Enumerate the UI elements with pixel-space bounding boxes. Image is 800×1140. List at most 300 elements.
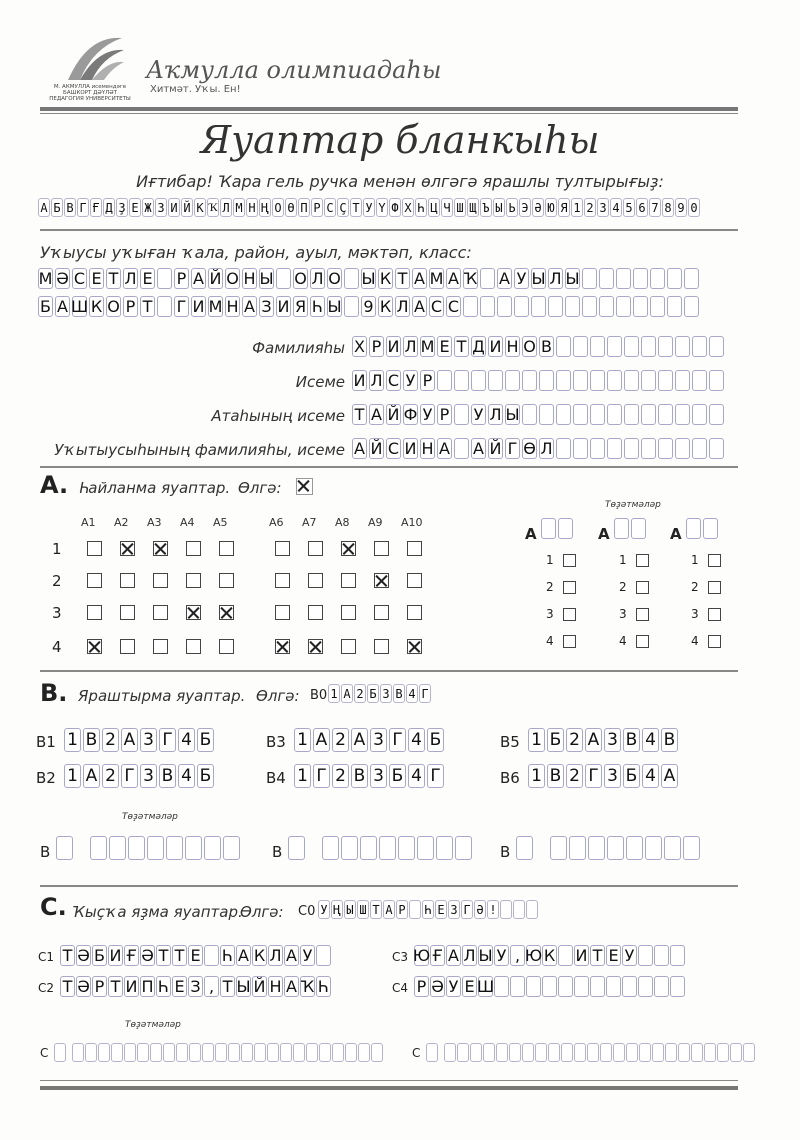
letter-cell[interactable]: Е bbox=[89, 268, 104, 289]
letter-cell[interactable] bbox=[658, 438, 673, 459]
letter-cell[interactable]: А bbox=[585, 728, 602, 752]
answer-checkbox[interactable] bbox=[374, 541, 389, 556]
letter-cell[interactable]: Ы bbox=[505, 405, 520, 424]
letter-cell[interactable] bbox=[675, 438, 690, 459]
correction-cell[interactable] bbox=[569, 836, 586, 860]
letter-cell[interactable]: 2 bbox=[102, 764, 119, 788]
correction-cell[interactable] bbox=[241, 1043, 253, 1062]
letter-cell[interactable]: 2 bbox=[332, 728, 349, 752]
answer-checkbox-marked[interactable] bbox=[153, 541, 168, 556]
answer-checkbox[interactable] bbox=[341, 573, 356, 588]
correction-cell[interactable] bbox=[341, 836, 358, 860]
correction-cell[interactable] bbox=[704, 1043, 716, 1062]
letter-cell[interactable]: 3 bbox=[370, 764, 387, 788]
letter-cell[interactable]: 3 bbox=[140, 728, 157, 752]
letter-cell[interactable]: Ы bbox=[236, 977, 251, 996]
letter-cell[interactable]: 1 bbox=[294, 764, 311, 788]
correction-cell[interactable] bbox=[678, 1043, 690, 1062]
correction-cell[interactable] bbox=[548, 1043, 560, 1062]
letter-cell[interactable] bbox=[607, 336, 622, 357]
letter-cell[interactable] bbox=[590, 370, 605, 391]
letter-cell[interactable]: 4 bbox=[178, 728, 195, 752]
letter-cell[interactable] bbox=[344, 296, 359, 317]
correction-cell[interactable] bbox=[185, 836, 202, 860]
letter-cell[interactable] bbox=[607, 404, 622, 425]
letter-cell[interactable]: У bbox=[514, 268, 529, 289]
answer-checkbox[interactable] bbox=[153, 639, 168, 654]
answer-checkbox[interactable] bbox=[341, 639, 356, 654]
letter-cell[interactable]: А bbox=[284, 976, 299, 997]
letter-cell[interactable]: К bbox=[253, 946, 266, 965]
answer-checkbox[interactable] bbox=[219, 541, 234, 556]
letter-cell[interactable]: Һ bbox=[156, 976, 171, 997]
letter-cell[interactable]: 1 bbox=[294, 728, 311, 752]
letter-cell[interactable] bbox=[658, 336, 673, 357]
letter-cell[interactable] bbox=[675, 336, 690, 357]
correction-cell[interactable] bbox=[455, 836, 472, 860]
letter-cell[interactable]: А bbox=[369, 404, 384, 425]
letter-cell[interactable]: В bbox=[547, 764, 564, 788]
teacher-field[interactable] bbox=[352, 438, 724, 459]
letter-cell[interactable]: Ғ bbox=[124, 945, 139, 966]
letter-cell[interactable] bbox=[573, 370, 588, 391]
letter-cell[interactable] bbox=[582, 268, 597, 289]
letter-cell[interactable]: Р bbox=[92, 976, 107, 997]
answer-checkbox-marked[interactable] bbox=[407, 639, 422, 654]
name-field[interactable] bbox=[352, 370, 724, 391]
answer-checkbox[interactable] bbox=[153, 605, 168, 620]
letter-cell[interactable]: С bbox=[447, 297, 460, 316]
letter-cell[interactable]: И bbox=[575, 946, 588, 965]
answer-cells[interactable] bbox=[294, 764, 444, 788]
correction-cell[interactable] bbox=[371, 1043, 383, 1062]
letter-cell[interactable]: В bbox=[159, 764, 176, 788]
surname-field[interactable] bbox=[352, 336, 724, 357]
answer-cells[interactable] bbox=[64, 764, 214, 788]
correction-cell[interactable] bbox=[204, 836, 221, 860]
letter-cell[interactable]: Н bbox=[243, 269, 256, 288]
letter-cell[interactable] bbox=[204, 945, 219, 966]
letter-cell[interactable]: У bbox=[446, 976, 461, 997]
letter-cell[interactable]: Т bbox=[172, 945, 187, 966]
correction-cell[interactable] bbox=[254, 1043, 266, 1062]
answer-checkbox[interactable] bbox=[153, 573, 168, 588]
letter-cell[interactable] bbox=[709, 438, 724, 459]
letter-cell[interactable] bbox=[650, 268, 665, 289]
answer-checkbox[interactable] bbox=[186, 573, 201, 588]
letter-cell[interactable] bbox=[692, 336, 707, 357]
correction-checkbox[interactable] bbox=[708, 635, 721, 648]
correction-cell[interactable] bbox=[150, 1043, 162, 1062]
answer-checkbox[interactable] bbox=[219, 639, 234, 654]
letter-cell[interactable] bbox=[542, 976, 557, 997]
answer-checkbox[interactable] bbox=[120, 639, 135, 654]
correction-cell[interactable] bbox=[631, 518, 646, 539]
letter-cell[interactable]: А bbox=[352, 438, 367, 459]
letter-cell[interactable]: Т bbox=[60, 976, 75, 997]
correction-cell[interactable] bbox=[202, 1043, 214, 1062]
letter-cell[interactable] bbox=[684, 268, 699, 289]
letter-cell[interactable] bbox=[344, 268, 359, 289]
letter-cell[interactable]: Х bbox=[352, 336, 367, 357]
letter-cell[interactable]: Б bbox=[389, 764, 406, 788]
letter-cell[interactable]: 1 bbox=[528, 728, 545, 752]
letter-cell[interactable] bbox=[624, 336, 639, 357]
letter-cell[interactable] bbox=[675, 370, 690, 391]
letter-cell[interactable] bbox=[505, 370, 520, 391]
letter-cell[interactable]: Б bbox=[197, 728, 214, 752]
letter-cell[interactable]: А bbox=[412, 296, 427, 317]
correction-cell[interactable] bbox=[54, 1043, 66, 1062]
letter-cell[interactable]: Ә bbox=[141, 946, 154, 965]
letter-cell[interactable] bbox=[606, 976, 621, 997]
letter-cell[interactable]: К bbox=[379, 269, 392, 288]
correction-cells[interactable] bbox=[541, 518, 573, 539]
letter-cell[interactable]: Г bbox=[585, 764, 602, 788]
correction-cell[interactable] bbox=[228, 1043, 240, 1062]
correction-cell[interactable] bbox=[587, 1043, 599, 1062]
letter-cell[interactable]: Д bbox=[472, 337, 485, 356]
letter-cell[interactable]: В bbox=[539, 336, 554, 357]
letter-cell[interactable]: Т bbox=[352, 404, 367, 425]
letter-cell[interactable] bbox=[692, 438, 707, 459]
letter-cell[interactable]: Л bbox=[269, 946, 282, 965]
answer-checkbox[interactable] bbox=[308, 605, 323, 620]
letter-cell[interactable]: 2 bbox=[102, 728, 119, 752]
letter-cell[interactable]: А bbox=[55, 296, 70, 317]
letter-cell[interactable] bbox=[667, 296, 682, 317]
letter-cell[interactable]: А bbox=[412, 268, 427, 289]
answer-cells[interactable] bbox=[60, 976, 331, 997]
letter-cell[interactable] bbox=[565, 296, 580, 317]
letter-cell[interactable]: 4 bbox=[642, 764, 659, 788]
letter-cell[interactable]: Л bbox=[311, 269, 324, 288]
letter-cell[interactable]: А bbox=[236, 945, 251, 966]
correction-cells[interactable] bbox=[550, 836, 700, 860]
letter-cell[interactable]: Г bbox=[313, 764, 330, 788]
letter-cell[interactable]: 3 bbox=[604, 764, 621, 788]
correction-cell[interactable] bbox=[558, 518, 573, 539]
letter-cell[interactable] bbox=[709, 404, 724, 425]
letter-cell[interactable]: М bbox=[420, 337, 435, 356]
correction-cell[interactable] bbox=[90, 836, 107, 860]
letter-cell[interactable]: Һ bbox=[316, 976, 331, 997]
letter-cell[interactable]: Ә bbox=[77, 946, 90, 965]
letter-cell[interactable]: Т bbox=[220, 976, 235, 997]
correction-cells[interactable] bbox=[72, 1043, 383, 1062]
letter-cell[interactable] bbox=[616, 296, 631, 317]
correction-cell[interactable] bbox=[267, 1043, 279, 1062]
correction-cell[interactable] bbox=[509, 1043, 521, 1062]
correction-cells[interactable] bbox=[686, 518, 718, 539]
letter-cell[interactable]: А bbox=[497, 268, 512, 289]
letter-cell[interactable]: У bbox=[300, 945, 315, 966]
letter-cell[interactable]: О bbox=[294, 269, 307, 288]
correction-cell[interactable] bbox=[176, 1043, 188, 1062]
letter-cell[interactable]: 3 bbox=[370, 728, 387, 752]
answer-checkbox[interactable] bbox=[186, 639, 201, 654]
letter-cell[interactable]: Т bbox=[454, 336, 469, 357]
letter-cell[interactable]: Ы bbox=[565, 269, 580, 288]
correction-cell[interactable] bbox=[717, 1043, 729, 1062]
correction-cell[interactable] bbox=[626, 836, 643, 860]
letter-cell[interactable]: Ы bbox=[531, 269, 546, 288]
letter-cell[interactable]: Г bbox=[505, 438, 520, 459]
letter-cell[interactable] bbox=[670, 976, 685, 997]
correction-checkbox[interactable] bbox=[708, 554, 721, 567]
letter-cell[interactable] bbox=[692, 404, 707, 425]
correction-checkbox[interactable] bbox=[636, 608, 649, 621]
letter-cell[interactable]: З bbox=[188, 976, 203, 997]
letter-cell[interactable]: 2 bbox=[566, 728, 583, 752]
letter-cell[interactable]: Ы bbox=[327, 297, 342, 316]
letter-cell[interactable] bbox=[590, 438, 605, 459]
letter-cell[interactable]: Р bbox=[174, 268, 189, 289]
letter-cell[interactable]: И bbox=[353, 371, 366, 390]
letter-cell[interactable] bbox=[454, 404, 469, 425]
letter-cell[interactable]: Т bbox=[156, 945, 171, 966]
letter-cell[interactable]: Б bbox=[547, 728, 564, 752]
letter-cell[interactable]: 9 bbox=[361, 296, 376, 317]
answer-checkbox[interactable] bbox=[407, 541, 422, 556]
letter-cell[interactable] bbox=[624, 370, 639, 391]
letter-cell[interactable]: , bbox=[204, 976, 219, 997]
letter-cell[interactable]: А bbox=[351, 728, 368, 752]
correction-cell[interactable] bbox=[98, 1043, 110, 1062]
letter-cell[interactable] bbox=[582, 296, 597, 317]
letter-cell[interactable]: А bbox=[191, 268, 206, 289]
correction-cell[interactable] bbox=[457, 1043, 469, 1062]
correction-cell[interactable] bbox=[379, 836, 396, 860]
letter-cell[interactable]: А bbox=[121, 728, 138, 752]
letter-cell[interactable] bbox=[633, 268, 648, 289]
letter-cell[interactable]: Б bbox=[197, 764, 214, 788]
letter-cell[interactable]: Е bbox=[140, 268, 155, 289]
correction-cell[interactable] bbox=[360, 836, 377, 860]
letter-cell[interactable] bbox=[548, 296, 563, 317]
letter-cell[interactable]: Ө bbox=[523, 439, 536, 458]
letter-cell[interactable] bbox=[480, 268, 495, 289]
correction-cell[interactable] bbox=[588, 836, 605, 860]
letter-cell[interactable] bbox=[633, 296, 648, 317]
letter-cell[interactable]: Л bbox=[396, 297, 409, 316]
correction-cell[interactable] bbox=[683, 836, 700, 860]
correction-cell[interactable] bbox=[483, 1043, 495, 1062]
correction-cell[interactable] bbox=[72, 1043, 84, 1062]
correction-cell[interactable] bbox=[398, 836, 415, 860]
correction-cell[interactable] bbox=[703, 518, 718, 539]
correction-cell[interactable] bbox=[306, 1043, 318, 1062]
letter-cell[interactable]: А bbox=[313, 728, 330, 752]
answer-cells[interactable] bbox=[414, 945, 685, 966]
letter-cell[interactable]: Т bbox=[395, 268, 410, 289]
correction-cell[interactable] bbox=[163, 1043, 175, 1062]
letter-cell[interactable]: Б bbox=[427, 728, 444, 752]
correction-checkbox[interactable] bbox=[563, 581, 576, 594]
correction-checkbox[interactable] bbox=[708, 608, 721, 621]
letter-cell[interactable] bbox=[526, 976, 541, 997]
correction-cells[interactable] bbox=[90, 836, 240, 860]
correction-cell[interactable] bbox=[665, 1043, 677, 1062]
letter-cell[interactable]: О bbox=[328, 269, 341, 288]
letter-cell[interactable]: К bbox=[90, 297, 103, 316]
correction-cell[interactable] bbox=[147, 836, 164, 860]
letter-cell[interactable] bbox=[658, 404, 673, 425]
letter-cell[interactable]: Е bbox=[606, 945, 621, 966]
letter-cell[interactable]: Й bbox=[253, 977, 266, 996]
letter-cell[interactable]: С bbox=[387, 371, 400, 390]
correction-cell[interactable] bbox=[496, 1043, 508, 1062]
correction-cells[interactable] bbox=[288, 836, 305, 860]
letter-cell[interactable] bbox=[667, 268, 682, 289]
answer-cells[interactable] bbox=[64, 728, 214, 752]
letter-cell[interactable]: 1 bbox=[64, 728, 81, 752]
correction-cell[interactable] bbox=[85, 1043, 97, 1062]
answer-checkbox[interactable] bbox=[275, 573, 290, 588]
letter-cell[interactable]: Й bbox=[370, 439, 383, 458]
correction-checkbox[interactable] bbox=[636, 581, 649, 594]
letter-cell[interactable]: А bbox=[242, 296, 257, 317]
letter-cell[interactable] bbox=[573, 438, 588, 459]
letter-cell[interactable]: А bbox=[446, 945, 461, 966]
correction-cell[interactable] bbox=[686, 518, 701, 539]
letter-cell[interactable]: Н bbox=[421, 439, 434, 458]
letter-cell[interactable]: 2 bbox=[566, 764, 583, 788]
letter-cell[interactable] bbox=[556, 438, 571, 459]
correction-cell[interactable] bbox=[166, 836, 183, 860]
letter-cell[interactable]: У bbox=[471, 404, 486, 425]
correction-checkbox[interactable] bbox=[563, 554, 576, 567]
correction-cell[interactable] bbox=[56, 836, 73, 860]
correction-cell[interactable] bbox=[730, 1043, 742, 1062]
correction-cell[interactable] bbox=[600, 1043, 612, 1062]
letter-cell[interactable]: О bbox=[523, 337, 536, 356]
letter-cell[interactable]: Р bbox=[123, 296, 138, 317]
letter-cell[interactable]: Ә bbox=[431, 977, 444, 996]
answer-checkbox-marked[interactable] bbox=[87, 639, 102, 654]
correction-cell[interactable] bbox=[189, 1043, 201, 1062]
letter-cell[interactable]: Б bbox=[623, 764, 640, 788]
correction-cell[interactable] bbox=[322, 836, 339, 860]
letter-cell[interactable] bbox=[641, 438, 656, 459]
letter-cell[interactable] bbox=[650, 296, 665, 317]
letter-cell[interactable] bbox=[641, 336, 656, 357]
letter-cell[interactable]: А bbox=[446, 268, 461, 289]
correction-cells[interactable] bbox=[322, 836, 472, 860]
letter-cell[interactable]: Р bbox=[420, 370, 435, 391]
correction-cell[interactable] bbox=[436, 836, 453, 860]
letter-cell[interactable] bbox=[599, 296, 614, 317]
correction-cell[interactable] bbox=[417, 836, 434, 860]
letter-cell[interactable] bbox=[497, 296, 512, 317]
letter-cell[interactable]: Н bbox=[269, 977, 282, 996]
letter-cell[interactable]: Т bbox=[140, 296, 155, 317]
letter-cell[interactable] bbox=[157, 268, 172, 289]
answer-checkbox[interactable] bbox=[374, 605, 389, 620]
letter-cell[interactable]: И bbox=[277, 297, 290, 316]
letter-cell[interactable]: Е bbox=[462, 976, 477, 997]
letter-cell[interactable]: Ы bbox=[361, 269, 376, 288]
correction-cell[interactable] bbox=[137, 1043, 149, 1062]
correction-cell[interactable] bbox=[280, 1043, 292, 1062]
answer-checkbox[interactable] bbox=[308, 573, 323, 588]
letter-cell[interactable] bbox=[556, 336, 571, 357]
correction-cells[interactable] bbox=[614, 518, 646, 539]
letter-cell[interactable]: Ш bbox=[476, 977, 495, 996]
letter-cell[interactable]: Й bbox=[489, 439, 502, 458]
correction-cell[interactable] bbox=[561, 1043, 573, 1062]
answer-checkbox[interactable] bbox=[341, 605, 356, 620]
correction-cell[interactable] bbox=[111, 1043, 123, 1062]
answer-checkbox[interactable] bbox=[374, 639, 389, 654]
letter-cell[interactable] bbox=[590, 404, 605, 425]
letter-cell[interactable]: Ғ bbox=[430, 945, 445, 966]
letter-cell[interactable]: 3 bbox=[604, 728, 621, 752]
letter-cell[interactable]: Ә bbox=[77, 977, 90, 996]
letter-cell[interactable]: И bbox=[192, 297, 205, 316]
letter-cell[interactable] bbox=[641, 370, 656, 391]
letter-cell[interactable]: Г bbox=[159, 728, 176, 752]
letter-cell[interactable]: А bbox=[437, 438, 452, 459]
letter-cell[interactable]: 3 bbox=[140, 764, 157, 788]
letter-cell[interactable]: К bbox=[543, 946, 556, 965]
correction-cell[interactable] bbox=[607, 836, 624, 860]
letter-cell[interactable] bbox=[638, 976, 653, 997]
letter-cell[interactable] bbox=[539, 404, 554, 425]
letter-cell[interactable]: Л bbox=[463, 946, 476, 965]
answer-checkbox[interactable] bbox=[87, 605, 102, 620]
letter-cell[interactable]: С bbox=[73, 269, 86, 288]
letter-cell[interactable]: Ю bbox=[412, 946, 431, 965]
letter-cell[interactable]: 4 bbox=[408, 764, 425, 788]
letter-cell[interactable]: , bbox=[510, 945, 525, 966]
letter-cell[interactable] bbox=[641, 404, 656, 425]
letter-cell[interactable] bbox=[539, 370, 554, 391]
correction-checkbox[interactable] bbox=[636, 554, 649, 567]
letter-cell[interactable]: А bbox=[83, 764, 100, 788]
letter-cell[interactable]: 4 bbox=[642, 728, 659, 752]
letter-cell[interactable]: 4 bbox=[178, 764, 195, 788]
letter-cell[interactable]: И bbox=[489, 337, 502, 356]
correction-cell[interactable] bbox=[535, 1043, 547, 1062]
correction-cell[interactable] bbox=[358, 1043, 370, 1062]
correction-cells[interactable] bbox=[444, 1043, 755, 1062]
correction-cell[interactable] bbox=[215, 1043, 227, 1062]
correction-cell[interactable] bbox=[541, 518, 556, 539]
letter-cell[interactable] bbox=[684, 296, 699, 317]
answer-checkbox-marked[interactable] bbox=[275, 639, 290, 654]
letter-cell[interactable]: А bbox=[284, 945, 299, 966]
letter-cell[interactable]: С bbox=[387, 439, 400, 458]
letter-cell[interactable] bbox=[454, 370, 469, 391]
letter-cell[interactable]: Һ bbox=[310, 296, 325, 317]
letter-cell[interactable]: 1 bbox=[64, 764, 81, 788]
answer-checkbox-marked[interactable] bbox=[186, 605, 201, 620]
answer-checkbox[interactable] bbox=[219, 573, 234, 588]
answer-cells[interactable] bbox=[60, 945, 331, 966]
letter-cell[interactable]: Л bbox=[370, 371, 383, 390]
letter-cell[interactable] bbox=[558, 945, 573, 966]
letter-cell[interactable]: Г bbox=[427, 764, 444, 788]
letter-cell[interactable]: А bbox=[471, 438, 486, 459]
letter-cell[interactable]: У bbox=[403, 370, 418, 391]
correction-cell[interactable] bbox=[645, 836, 662, 860]
letter-cell[interactable]: Н bbox=[506, 337, 519, 356]
letter-cell[interactable]: И bbox=[125, 977, 138, 996]
correction-cells[interactable] bbox=[56, 836, 73, 860]
patronymic-field[interactable] bbox=[352, 404, 724, 425]
letter-cell[interactable] bbox=[624, 404, 639, 425]
